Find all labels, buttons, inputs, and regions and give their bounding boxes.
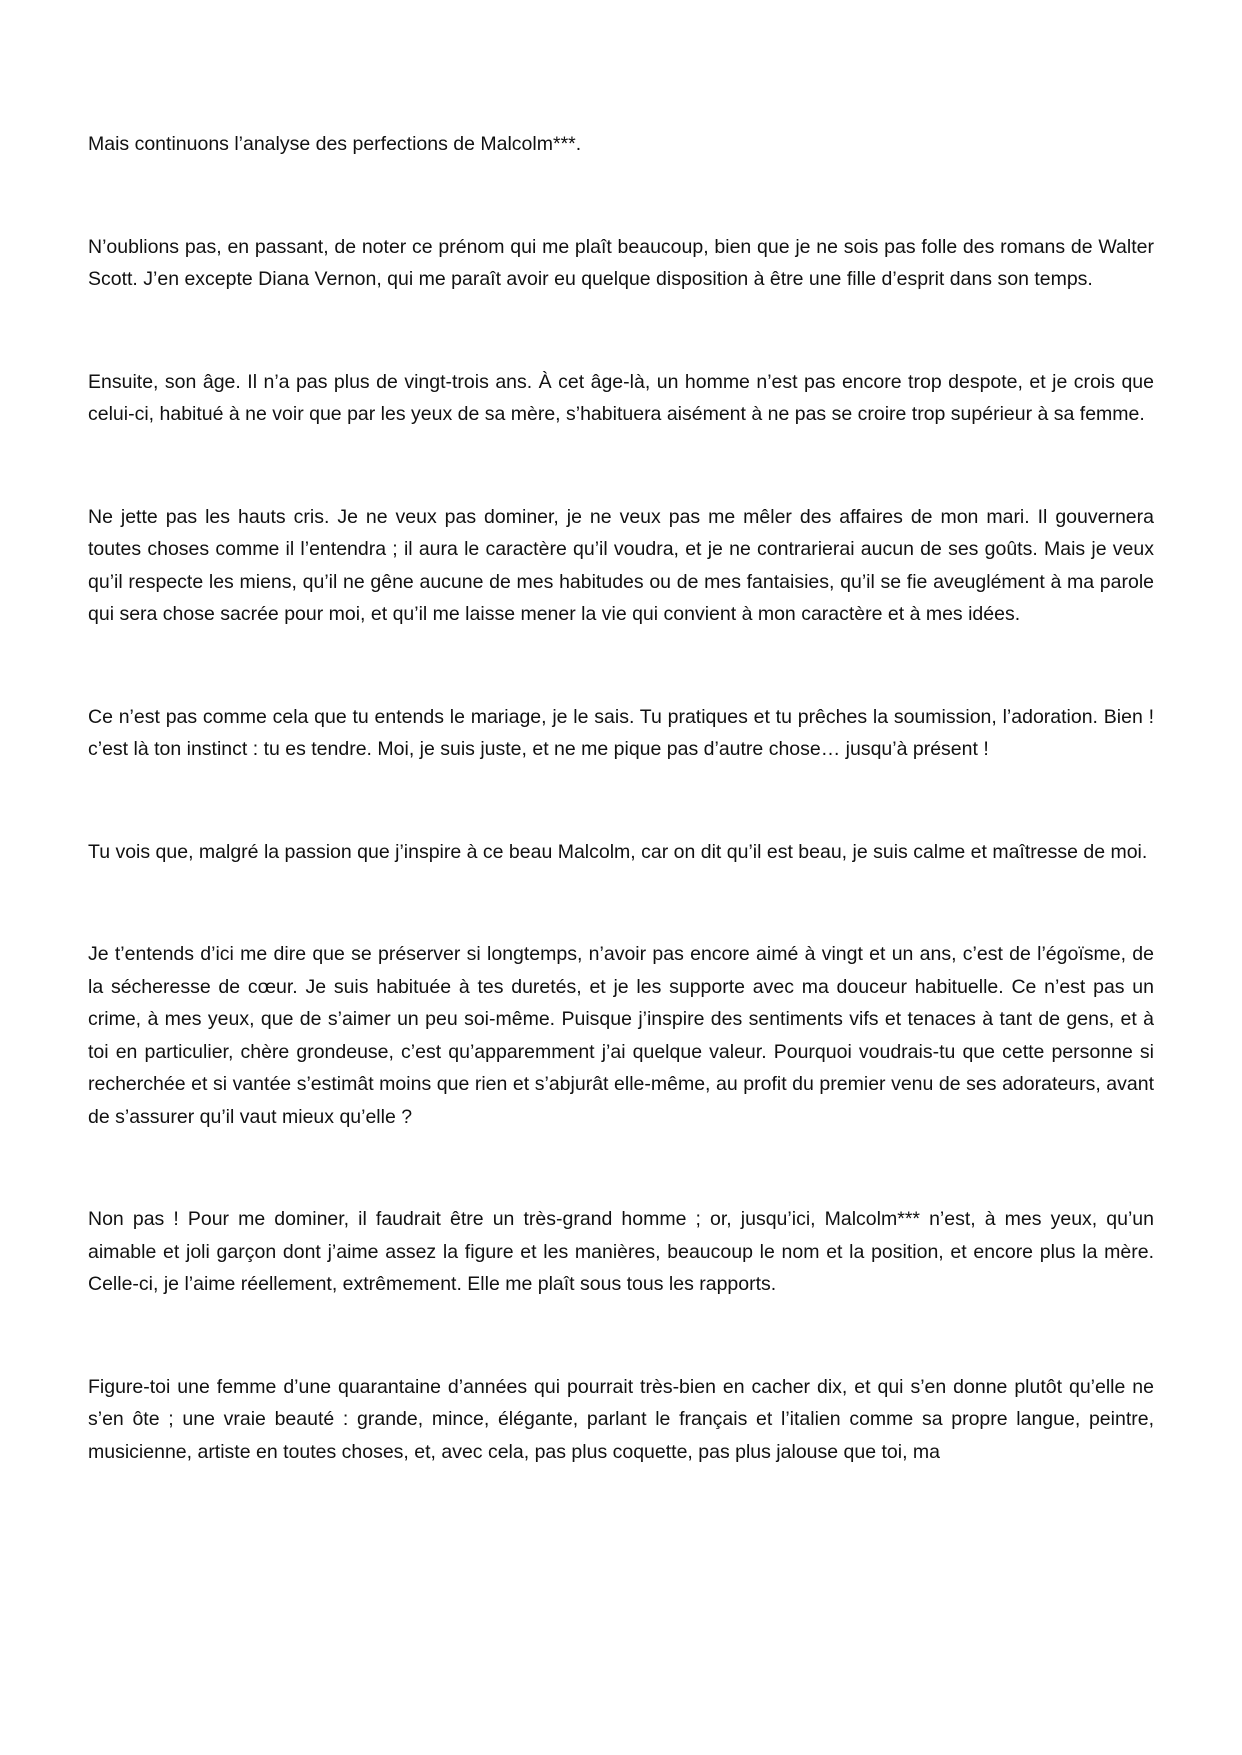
paragraph-2: N’oublions pas, en passant, de noter ce prénom qui me plaît beaucoup, bien que je ne sois pas folle des romans de Walter Scott. J’en excepte Diana Vernon, qui me paraît avoir eu quelque disposition à être une fille d’esprit dans son temps. <box>88 235 1154 290</box>
paragraph-1: Mais continuons l’analyse des perfections de Malcolm***. <box>88 133 582 155</box>
paragraph-7: Je t’entends d’ici me dire que se préserver si longtemps, n’avoir pas encore aimé à vingt et un ans, c’est de l’égoïsme, de la sécheresse de cœur. Je suis habituée à tes duretés, et je les supporte avec ma douceur habituelle. Ce n’est pas un crime, à mes yeux, que de s’aimer un peu soi-même. Puisque j’inspire des sentiments vifs et tenaces à tant de gens, et à toi en particulier, chère grondeuse, c’est qu’apparemment j’ai quelque valeur. Pourquoi voudrais-tu que cette personne si recherchée et si vantée s’estimât moins que rien et s’abjurât elle-même, au profit du premier venu de ses adorateurs, avant de s’assurer qu’il vaut mieux qu’elle ? <box>88 943 1154 1128</box>
paragraph-9: Figure-toi une femme d’une quarantaine d’années qui pourrait très-bien en cacher dix, et qui s’en donne plutôt qu’elle ne s’en ôte ; une vraie beauté : grande, mince, élégante, parlant le français et l’italien comme sa propre langue, peintre, musicienne, artiste en toutes choses, et, avec cela, pas plus coquette, pas plus jalouse que toi, ma <box>88 1375 1154 1463</box>
paragraph-3: Ensuite, son âge. Il n’a pas plus de vingt-trois ans. À cet âge-là, un homme n’est pas encore trop despote, et je crois que celui-ci, habitué à ne voir que par les yeux de sa mère, s’habituera aisément à ne pas se croire trop supérieur à sa femme. <box>88 370 1154 425</box>
paragraph-5: Ce n’est pas comme cela que tu entends le mariage, je le sais. Tu pratiques et tu prêches la soumission, l’adoration. Bien ! c’est là ton instinct : tu es tendre. Moi, je suis juste, et ne me pique pas d’autre chose… jusqu’à présent ! <box>88 705 1154 760</box>
paragraph-4: Ne jette pas les hauts cris. Je ne veux pas dominer, je ne veux pas me mêler des affaires de mon mari. Il gouvernera toutes choses comme il l’entendra ; il aura le caractère qu’il voudra, et je ne contrarierai aucun de ses goûts. Mais je veux qu’il respecte les miens, qu’il ne gêne aucune de mes habitudes ou de mes fantaisies, qu’il se fie aveuglément à ma parole qui sera chose sacrée pour moi, et qu’il me laisse mener la vie qui convient à mon caractère et à mes idées. <box>88 505 1154 625</box>
paragraph-6: Tu vois que, malgré la passion que j’inspire à ce beau Malcolm, car on dit qu’il est beau, je suis calme et maîtresse de moi. <box>88 840 1148 863</box>
document-page <box>88 128 1154 1468</box>
paragraph-8: Non pas ! Pour me dominer, il faudrait être un très-grand homme ; or, jusqu’ici, Malcolm*** n’est, à mes yeux, qu’un aimable et joli garçon dont j’aime assez la figure et les manières, beaucoup le nom et la position, et encore plus la mère. Celle-ci, je l’aime réellement, extrêmement. Elle me plaît sous tous les rapports. <box>88 1208 1154 1295</box>
